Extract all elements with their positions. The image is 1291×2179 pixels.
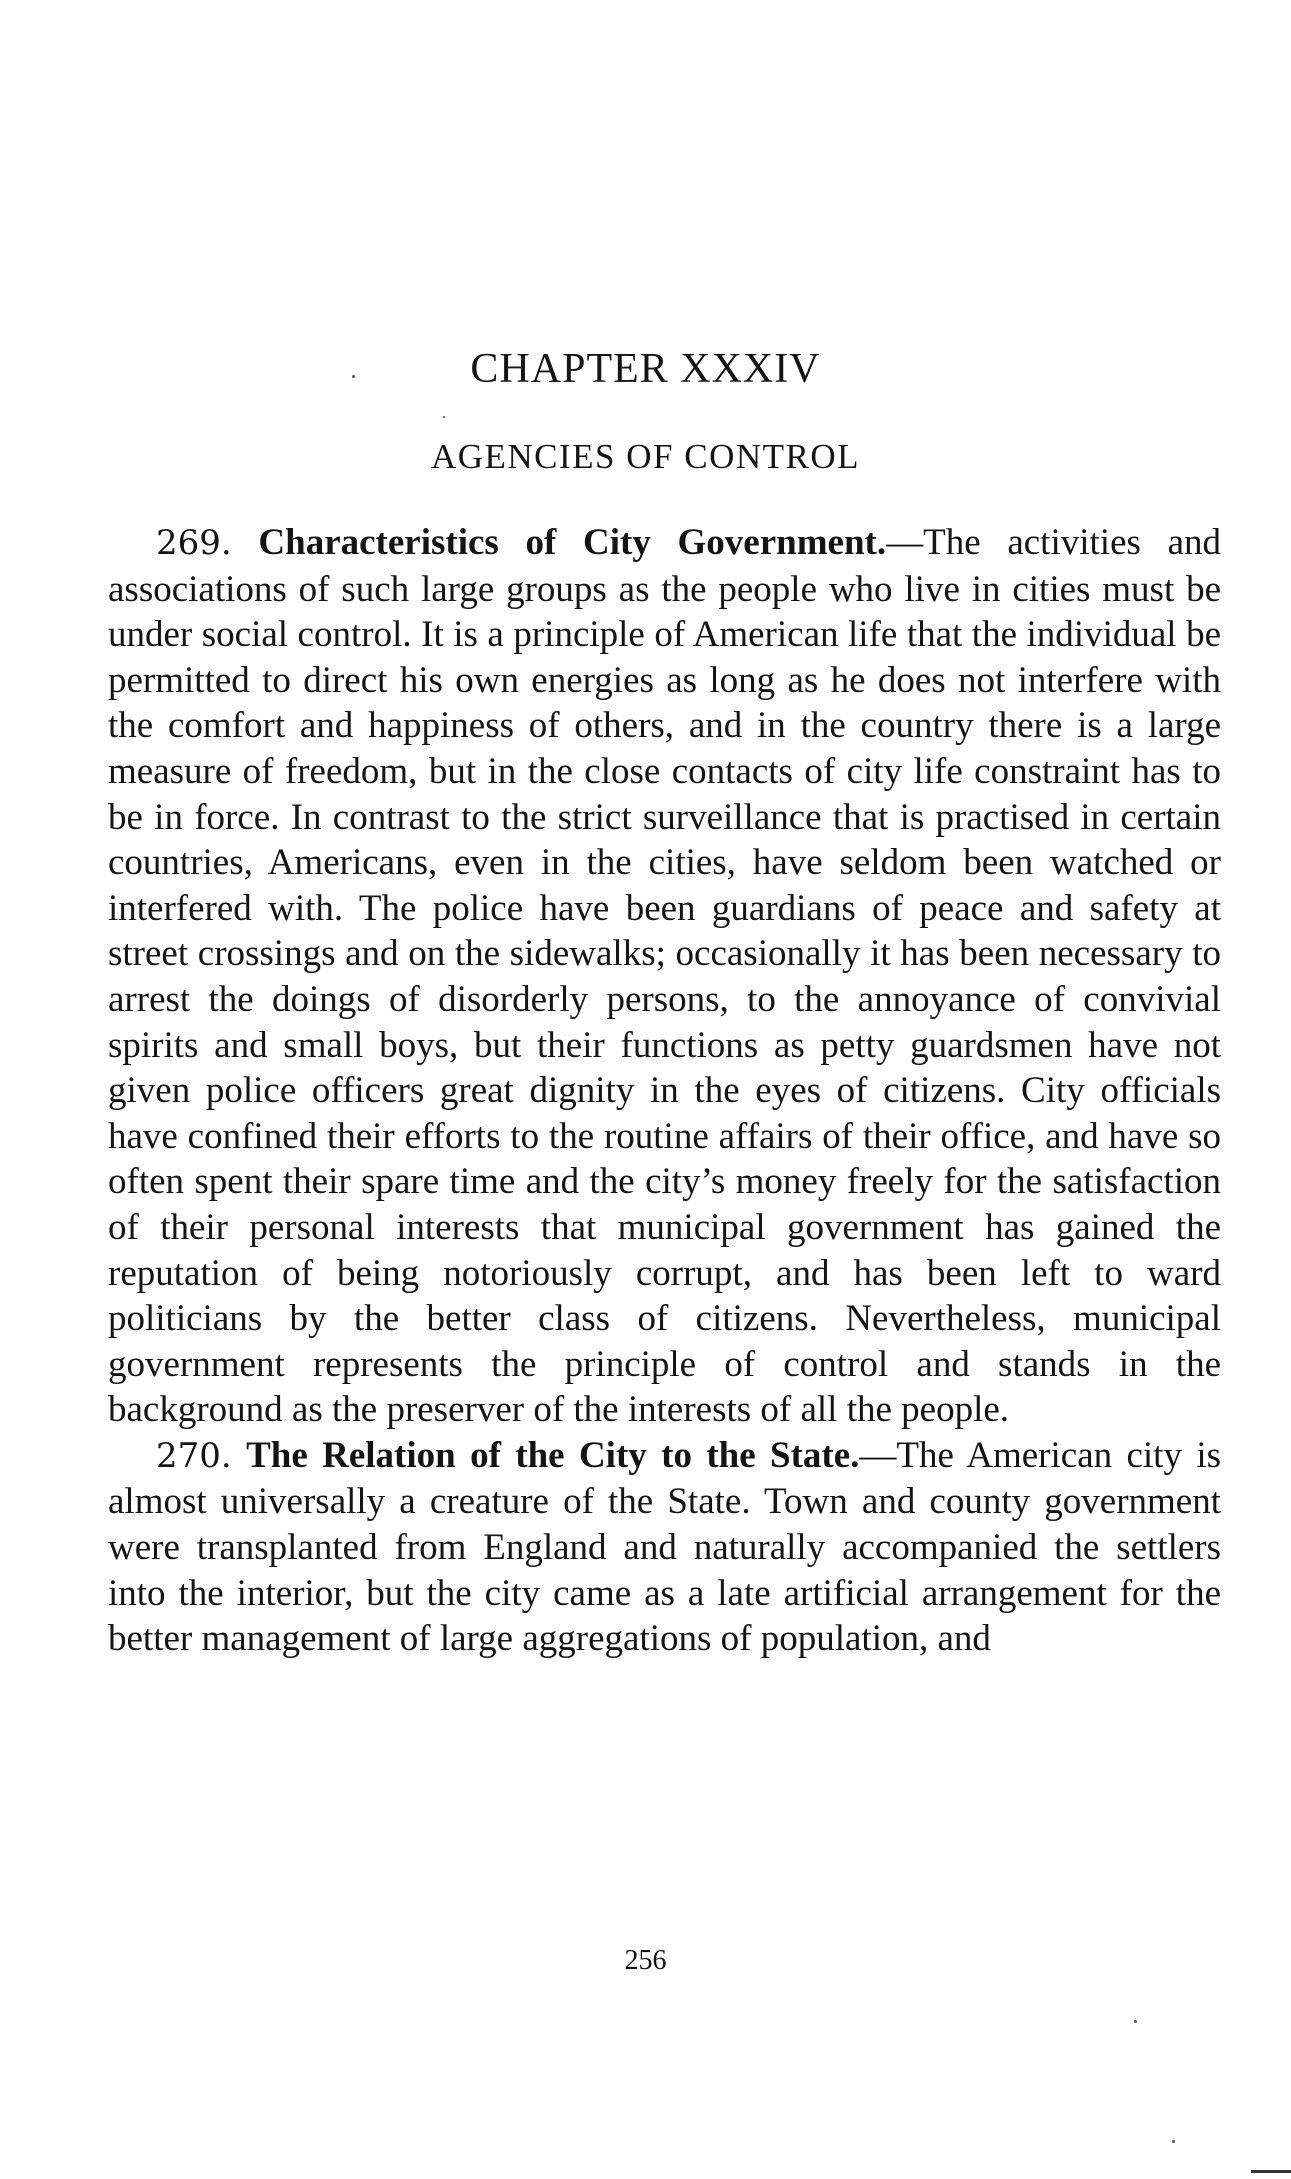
body-text: [108, 520, 1221, 1662]
section-text: —The activities and associations of such large groups as the people who live in cities must be under social control. It is a principle of American life that the individual be permitted to direct his own energies as long as he does not interfere with the comfort and happiness of others, and in the country there is a large measure of freedom, but in the close contacts of city life constraint has to be in force. In contrast to the strict surveillance that is practised in certain countries, Americans, even in the cities, have seldom been watched or interfered with. The police have been guardians of peace and safety at street crossings and on the sidewalks; occasionally it has been necessary to arrest the doings of disorderly persons, to the annoyance of convivial spirits and small boys, but their functions as petty guardsmen have not given police officers great dignity in the eyes of citizens. City officials have confined their efforts to the routine affairs of their office, and have so often spent their spare time and the city’s money freely for the satisfaction of their personal interests that municipal government has gained the reputation of being notoriously corrupt, and has been left to ward politicians by the better class of citizens. Nevertheless, municipal government represents the principle of control and stands in the background as the preserver of the interests of all the people.: [108, 522, 1221, 1431]
section-270-paragraph: [108, 1433, 1221, 1662]
section-heading: Characteristics of City Government.: [258, 522, 887, 563]
section-number: 270.: [156, 1435, 232, 1476]
section-269-paragraph: [108, 520, 1221, 1433]
scan-edge-mark: [1251, 2170, 1291, 2173]
section-heading: The Relation of the City to the State.: [246, 1434, 860, 1476]
chapter-title: CHAPTER XXXIV: [470, 346, 821, 392]
scan-speck: [1134, 2020, 1137, 2023]
scan-speck: [352, 375, 355, 378]
section-text: —The American city is almost universally a creature of the State. Town and county government were transplanted from England and naturally accompanied the settlers into the interior, but the city came as a late artificial arrangement for the better management of large aggregations of population, and: [108, 1434, 1222, 1660]
scan-speck: [443, 416, 445, 418]
page-number: 256: [624, 1945, 667, 1976]
section-number: 269.: [156, 523, 232, 563]
chapter-subtitle: AGENCIES OF CONTROL: [430, 437, 861, 476]
scan-speck: [1172, 2140, 1175, 2143]
